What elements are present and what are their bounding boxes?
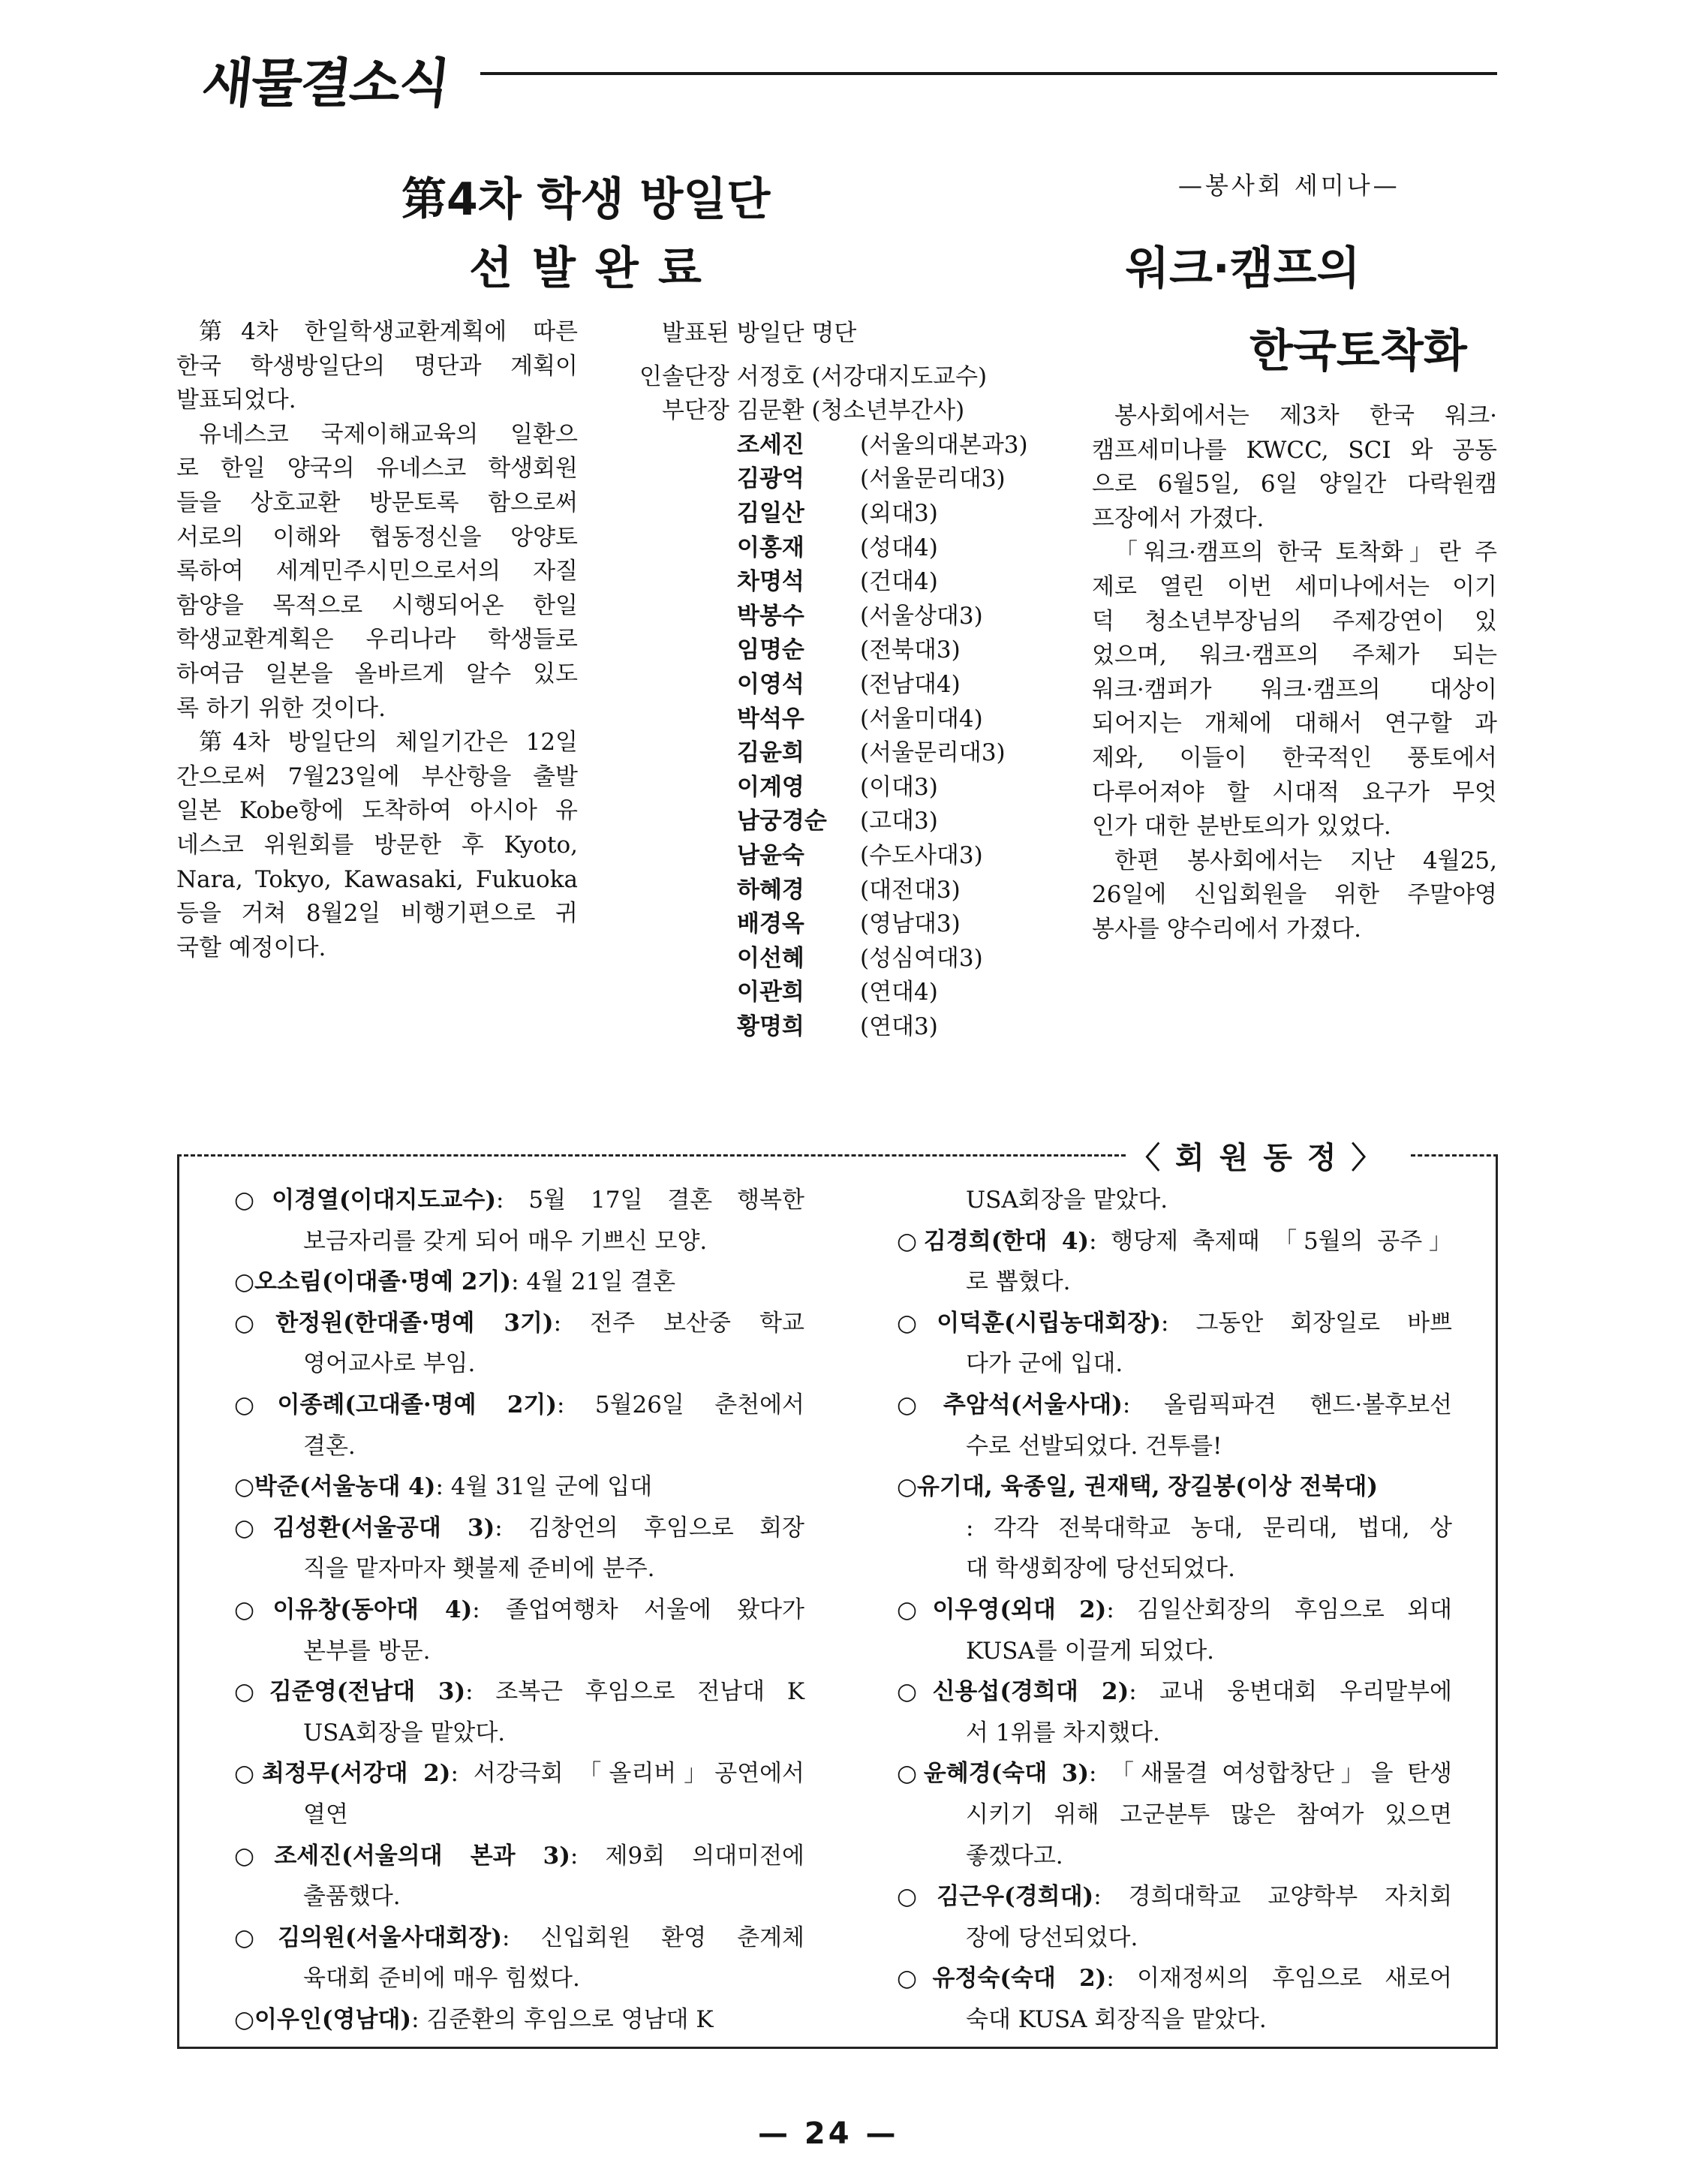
member-affiliation: (외대3) <box>860 499 938 527</box>
news-member-name: ○이유창(동아대 4) <box>234 1596 473 1623</box>
news-member-name: ○이경열(이대지도교수) <box>234 1187 496 1214</box>
news-first-line <box>897 1753 1452 1794</box>
body-line: 「워크·캠프의 한국 토착화」란 주 <box>1114 539 1497 567</box>
body-line: 한편 봉사회에서는 지난 4월25, <box>1114 847 1497 874</box>
roster-member <box>737 736 1060 771</box>
news-entry <box>234 1753 804 1835</box>
roster-member <box>737 531 1060 566</box>
member-affiliation: (이대3) <box>860 773 938 801</box>
news-entry <box>897 1590 1452 1671</box>
news-line: 육대회 준비에 매우 힘썼다. <box>303 1965 580 1993</box>
body-line: 워크·캠퍼가 워크·캠프의 대상이 <box>1092 675 1497 703</box>
member-affiliation: (대전대3) <box>860 876 961 904</box>
news-line: KUSA를 이끌게 되었다. <box>966 1637 1214 1665</box>
news-text: : 신입회원 환영 춘계체 <box>502 1924 804 1951</box>
body-line: 일본 Kobe항에 도착하여 아시아 유 <box>176 797 578 825</box>
roster-member <box>737 633 1060 668</box>
members-news-right-column <box>897 1180 1452 2040</box>
body-line: 등을 거쳐 8월2일 비행기편으로 귀 <box>176 900 578 928</box>
news-member-name: ○신용섭(경희대 2) <box>897 1678 1129 1706</box>
news-line: 좋겠다고. <box>966 1842 1063 1870</box>
body-line: 국할 예정이다. <box>176 934 326 961</box>
news-member-name: ○김성환(서울공대 3) <box>234 1514 495 1542</box>
member-affiliation: (수도사대3) <box>860 841 983 869</box>
news-text: : 제9회 의대미전에 <box>570 1842 804 1870</box>
news-entry <box>897 1385 1452 1467</box>
news-entry <box>897 1221 1452 1303</box>
body-line: 함양을 목적으로 시행되어온 한일 <box>176 591 578 619</box>
delegation-roster <box>639 317 1060 1044</box>
article2-kicker: —봉사회 세미나— <box>1178 171 1400 200</box>
member-name: 배경옥 <box>737 910 804 938</box>
news-text: : 5월26일 춘천에서 <box>557 1391 804 1418</box>
news-member-name: ○이우인(영남대) <box>234 2005 412 2033</box>
news-text: : 김창언의 후임으로 회장 <box>495 1514 804 1542</box>
body-line: 었으며, 워크·캠프의 주체가 되는 <box>1092 642 1497 669</box>
news-entry <box>234 1508 804 1590</box>
news-member-name: ○김근우(경희대) <box>897 1883 1094 1911</box>
news-member-name: ○오소림(이대졸·명예 2기) <box>234 1268 512 1296</box>
news-text: : 올림픽파견 핸드·볼후보선 <box>1122 1391 1452 1418</box>
member-affiliation: (서울문리대3) <box>860 465 1006 493</box>
body-line: 26일에 신입회원을 위한 주말야영 <box>1092 881 1497 909</box>
page-number: — 24 — <box>758 2116 899 2151</box>
members-news-left-column <box>234 1180 804 2040</box>
news-text: : 조복근 후임으로 전남대 K <box>465 1678 804 1706</box>
news-member-name: ○유정숙(숙대 2) <box>897 1965 1107 1993</box>
news-entry <box>234 1836 804 1918</box>
news-entry <box>234 1671 804 1753</box>
body-line: 으로 6월5일, 6일 양일간 다락원캠 <box>1092 471 1497 498</box>
member-name: 박석우 <box>737 705 804 733</box>
body-line: 로 한일 양국의 유네스코 학생회원 <box>176 455 578 483</box>
news-first-line <box>234 1508 804 1549</box>
member-name: 남윤숙 <box>737 841 804 869</box>
member-name: 이홍재 <box>737 534 804 561</box>
body-line: 캠프세미나를 KWCC, SCI 와 공동 <box>1092 436 1497 464</box>
news-entry <box>234 1303 804 1385</box>
news-first-line <box>234 1303 804 1344</box>
member-affiliation: (전북대3) <box>860 636 961 664</box>
roster-deputy: 부단장 김문환 (청소년부간사) <box>662 397 965 425</box>
member-name: 이관희 <box>737 979 804 1006</box>
member-affiliation: (서울상대3) <box>860 602 983 630</box>
news-line: 대 학생회장에 당선되었다. <box>966 1555 1235 1583</box>
roster-member <box>737 771 1060 805</box>
member-affiliation: (전남대4) <box>860 670 961 698</box>
body-line: 제로 열린 이번 세미나에서는 이기 <box>1092 573 1497 600</box>
news-first-line <box>234 1671 804 1713</box>
roster-member <box>737 462 1060 497</box>
roster-member <box>737 565 1060 600</box>
article2-body <box>1092 399 1497 947</box>
news-entry <box>897 1671 1452 1753</box>
member-affiliation: (연대3) <box>860 1012 938 1040</box>
news-entry <box>897 1876 1452 1958</box>
member-affiliation: (영남대3) <box>860 910 961 938</box>
news-first-line <box>234 1467 804 1508</box>
news-line: 열연 <box>303 1800 348 1828</box>
roster-member <box>737 1010 1060 1045</box>
news-entry <box>234 1180 804 1262</box>
roster-member <box>737 942 1060 976</box>
news-member-name: ○윤혜경(숙대 3) <box>897 1760 1089 1788</box>
news-member-name: ○이우영(외대 2) <box>897 1596 1107 1623</box>
news-first-line <box>234 1918 804 1959</box>
news-first-line <box>897 1590 1452 1631</box>
roster-leader: 인솔단장 서정호 (서강대지도교수) <box>639 362 988 390</box>
news-first-line <box>234 1999 804 2041</box>
body-line: 네스코 위원회를 방문한 후 Kyoto, <box>176 831 578 859</box>
news-first-line <box>234 1180 804 1221</box>
member-name: 박봉수 <box>737 602 804 630</box>
roster-members <box>639 429 1060 1045</box>
news-first-line <box>234 1262 804 1303</box>
news-member-name: ○이종례(고대졸·명예 2기) <box>234 1391 558 1418</box>
news-entry <box>897 1303 1452 1385</box>
body-line: 다루어져야 할 시대적 요구가 무엇 <box>1092 778 1497 806</box>
news-entry <box>234 1385 804 1467</box>
roster-member <box>737 497 1060 531</box>
body-line: 프장에서 가졌다. <box>1092 504 1264 532</box>
news-text: : 김준환의 후임으로 영남대 K <box>411 2005 714 2033</box>
news-text: : 그동안 회장일로 바쁘 <box>1161 1309 1452 1337</box>
news-line: 영어교사로 부임. <box>303 1350 476 1378</box>
body-line: 유네스코 국제이해교육의 일환으 <box>199 420 578 448</box>
body-line: 덕 청소년부장님의 주제강연이 있 <box>1092 607 1497 635</box>
news-text: : 5월 17일 결혼 행복한 <box>496 1187 805 1214</box>
body-line: 한국 학생방일단의 명단과 계획이 <box>176 352 578 380</box>
body-line: 하여금 일본을 올바르게 알수 있도 <box>176 660 578 687</box>
news-line: 시키기 위해 고군분투 많은 참여가 있으면 <box>966 1800 1452 1828</box>
news-first-line <box>897 1876 1452 1918</box>
news-first-line <box>234 1590 804 1631</box>
news-first-line <box>234 1753 804 1794</box>
article1-title-line2: 선발완료 <box>469 242 721 295</box>
news-text: : 김일산회장의 후임으로 외대 <box>1106 1596 1452 1623</box>
body-line: 봉사회에서는 제3차 한국 워크· <box>1114 402 1497 429</box>
news-line: 출품했다. <box>303 1883 401 1911</box>
body-line: 학생교환계획은 우리나라 학생들로 <box>176 626 578 654</box>
member-name: 이계영 <box>737 773 804 801</box>
news-first-line <box>897 1303 1452 1344</box>
member-name: 조세진 <box>737 431 804 459</box>
news-line: 본부를 방문. <box>303 1637 431 1665</box>
news-entry <box>234 1999 804 2041</box>
news-member-name: ○조세진(서울의대 본과 3) <box>234 1842 570 1870</box>
news-line: 결혼. <box>303 1432 356 1460</box>
news-line: 다가 군에 입대. <box>966 1350 1123 1378</box>
body-line: 서로의 이해와 협동정신을 앙양토 <box>176 523 578 551</box>
news-line: : 각각 전북대학교 농대, 문리대, 법대, 상 <box>966 1514 1452 1542</box>
member-affiliation: (서울의대본과3) <box>860 431 1028 459</box>
news-line: 숙대 KUSA 회장직을 맡았다. <box>966 2005 1267 2033</box>
body-line: 第4차 한일학생교환계획에 따른 <box>199 318 578 345</box>
news-text: : 행당제 축제때 「5월의 공주」 <box>1089 1227 1452 1255</box>
news-entry <box>234 1590 804 1671</box>
news-text: : 졸업여행차 서울에 왔다가 <box>472 1596 804 1623</box>
news-first-line <box>897 1221 1452 1262</box>
news-member-name: ○이덕훈(시립농대회장) <box>897 1309 1162 1337</box>
member-name: 차명석 <box>737 568 804 596</box>
roster-member <box>737 429 1060 463</box>
roster-member <box>737 702 1060 737</box>
member-affiliation: (건대4) <box>860 568 938 596</box>
news-member-name: ○김준영(전남대 3) <box>234 1678 466 1706</box>
body-line: 第4차 방일단의 체일기간은 12일 <box>199 729 578 757</box>
body-line: 봉사를 양수리에서 가졌다. <box>1092 915 1361 943</box>
body-line: 들을 상호교환 방문토록 함으로써 <box>176 489 578 516</box>
news-text: : 4월 21일 결혼 <box>511 1268 676 1296</box>
member-name: 남궁경순 <box>737 808 827 835</box>
news-member-name: ○김경희(한대 4) <box>897 1227 1090 1255</box>
body-line: 제와, 이들이 한국적인 풍토에서 <box>1092 744 1497 772</box>
member-affiliation: (성심여대3) <box>860 944 983 972</box>
news-line: USA회장을 맡았다. <box>303 1719 506 1746</box>
members-news-title: 〈회원동정〉 <box>1126 1134 1401 1177</box>
roster-member <box>737 600 1060 634</box>
news-line: 직을 맡자마자 횃불제 준비에 분주. <box>303 1555 655 1583</box>
member-name: 이선혜 <box>737 944 804 972</box>
news-first-line <box>897 1467 1452 1508</box>
news-text: : 이재정씨의 후임으로 새로어 <box>1106 1965 1452 1993</box>
news-text: : 전주 보산중 학교 <box>553 1309 804 1337</box>
member-affiliation: (서울문리대3) <box>860 739 1006 767</box>
news-member-name: ○유기대, 육종일, 권재택, 장길봉(이상 전북대) <box>897 1473 1379 1501</box>
body-line: 간으로써 7월23일에 부산항을 출발 <box>176 763 578 790</box>
header-rule <box>480 72 1497 75</box>
roster-member <box>737 874 1060 908</box>
article2-title-line2: 한국토착화 <box>1249 325 1467 378</box>
member-affiliation: (고대3) <box>860 808 938 835</box>
news-entry <box>234 1262 804 1303</box>
body-line: 되어지는 개체에 대해서 연구할 과 <box>1092 710 1497 738</box>
news-member-name: ○한정원(한대졸·명예 3기) <box>234 1309 554 1337</box>
news-member-name: ○박준(서울농대 4) <box>234 1473 436 1501</box>
member-name: 이영석 <box>737 670 804 698</box>
member-affiliation: (성대4) <box>860 534 938 561</box>
news-member-name: ○최정무(서강대 2) <box>234 1760 451 1788</box>
news-line: 보금자리를 갖게 되어 매우 기쁘신 모양. <box>303 1227 708 1255</box>
news-line: 서 1위를 차지했다. <box>966 1719 1160 1746</box>
news-text: : 경희대학교 교양학부 자치회 <box>1093 1883 1453 1911</box>
news-first-line <box>897 1385 1452 1426</box>
news-text: : 4월 31일 군에 입대 <box>435 1473 653 1501</box>
member-name: 황명희 <box>737 1012 804 1040</box>
news-line: 수로 선발되었다. 건투를! <box>966 1432 1222 1460</box>
news-entry <box>234 1918 804 1999</box>
body-line: 인가 대한 분반토의가 있었다. <box>1092 813 1391 841</box>
roster-member <box>737 805 1060 839</box>
member-name: 김일산 <box>737 499 804 527</box>
news-continuation: USA회장을 맡았다. <box>966 1187 1168 1214</box>
news-first-line <box>234 1836 804 1877</box>
news-entry <box>897 1958 1452 2040</box>
news-text: : 「새물결 여성합창단」을 탄생 <box>1089 1760 1452 1788</box>
news-entry <box>234 1467 804 1508</box>
news-text: : 교내 웅변대회 우리말부에 <box>1129 1678 1452 1706</box>
article2-title-line1: 워크·캠프의 <box>1126 242 1361 295</box>
news-line: 로 뽑혔다. <box>966 1268 1071 1296</box>
member-name: 임명순 <box>737 636 804 664</box>
roster-member <box>737 907 1060 942</box>
news-member-name: ○추암석(서울사대) <box>897 1391 1123 1418</box>
member-affiliation: (연대4) <box>860 979 938 1006</box>
body-line: 록하여 세계민주시민으로서의 자질 <box>176 558 578 585</box>
news-text: : 서강극회 「올리버」공연에서 <box>450 1760 804 1788</box>
roster-member <box>737 976 1060 1010</box>
news-first-line <box>234 1385 804 1426</box>
member-affiliation: (서울미대4) <box>860 705 983 733</box>
article1-body <box>176 315 578 965</box>
roster-member <box>737 668 1060 702</box>
news-first-line <box>897 1958 1452 1999</box>
member-name: 하혜경 <box>737 876 804 904</box>
news-entry <box>897 1753 1452 1876</box>
article1-title-line1: 第4차 학생 방일단 <box>401 173 771 226</box>
section-title: 새물결소식 <box>199 53 452 114</box>
news-first-line <box>897 1671 1452 1713</box>
body-line: Nara, Tokyo, Kawasaki, Fukuoka <box>176 865 578 893</box>
body-line: 발표되었다. <box>176 387 296 414</box>
member-name: 김광억 <box>737 465 804 493</box>
member-name: 김윤희 <box>737 739 804 767</box>
body-line: 록 하기 위한 것이다. <box>176 694 386 722</box>
roster-member <box>737 839 1060 874</box>
roster-heading: 발표된 방일단 명단 <box>662 320 857 347</box>
news-member-name: ○김의원(서울사대회장) <box>234 1924 503 1951</box>
news-entry <box>897 1467 1452 1590</box>
news-line: 장에 당선되었다. <box>966 1924 1138 1951</box>
